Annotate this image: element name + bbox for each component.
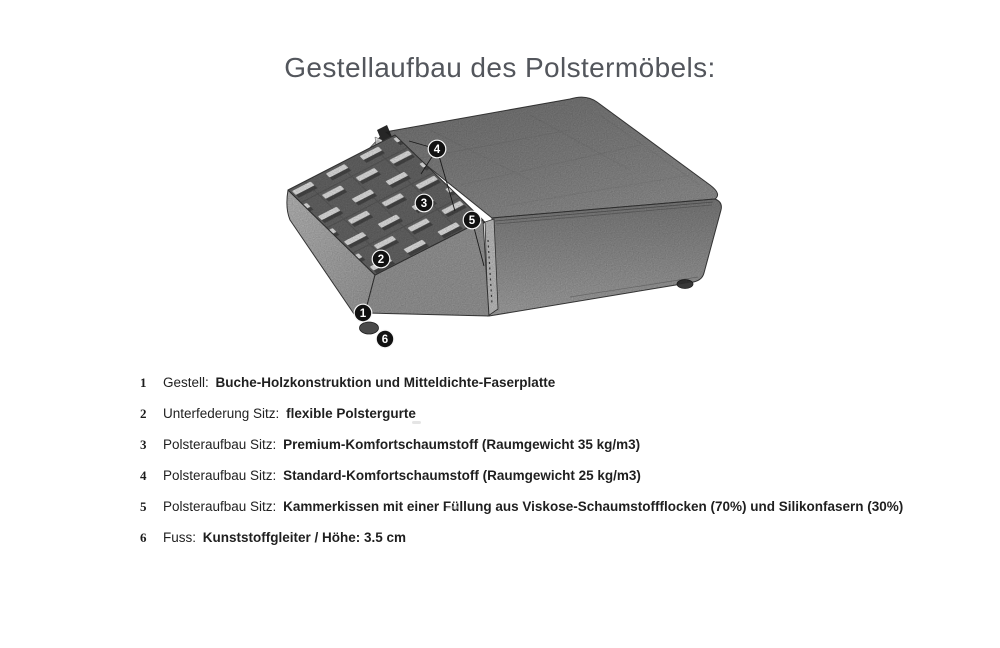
legend-item-4 bbox=[140, 467, 930, 484]
legend-item-number: 2 bbox=[140, 406, 147, 421]
legend-item-text bbox=[163, 529, 913, 546]
page-title: Gestellaufbau des Polstermöbels: bbox=[284, 52, 716, 83]
legend-item-value: Kunststoffgleiter / Höhe: 3.5 cm bbox=[202, 530, 407, 545]
legend-item-3 bbox=[140, 436, 930, 453]
legend-item-value: Standard-Komfortschaumstoff (Raumgewicht 25 kg/m3) bbox=[283, 468, 641, 483]
callout-badge-3 bbox=[415, 194, 433, 212]
legend-item-label: Polsteraufbau Sitz: bbox=[163, 468, 277, 483]
scan-artifact bbox=[446, 506, 459, 509]
legend-item-number: 5 bbox=[140, 499, 147, 514]
callout-number: 1 bbox=[359, 308, 367, 320]
callout-number: 6 bbox=[381, 334, 389, 346]
callout-badge-6 bbox=[376, 330, 394, 348]
legend-item-number: 4 bbox=[140, 468, 147, 483]
legend-item-text bbox=[163, 436, 913, 453]
callout-number: 4 bbox=[433, 144, 441, 156]
callout-number: 5 bbox=[468, 215, 476, 227]
legend-item-value: Kammerkissen mit einer Füllung aus Viskose-Schaumstoffflocken (70%) und Silikonfasern (30%) bbox=[283, 499, 904, 514]
furniture-cutaway-svg bbox=[270, 90, 730, 355]
furniture-cutaway-diagram bbox=[270, 90, 730, 355]
scan-artifact bbox=[412, 421, 421, 424]
legend-item-text bbox=[163, 498, 913, 515]
legend-item-label: Unterfederung Sitz: bbox=[163, 406, 280, 421]
legend-item-text bbox=[163, 405, 913, 422]
legend-item-6 bbox=[140, 529, 930, 546]
legend-item-label: Fuss: bbox=[163, 530, 197, 545]
legend-item-text bbox=[163, 374, 913, 391]
plastic-glider-foot-left bbox=[360, 322, 379, 334]
legend-item-value: flexible Polstergurte bbox=[286, 406, 416, 421]
callout-badge-2 bbox=[372, 250, 390, 268]
callout-badge-1 bbox=[354, 304, 372, 322]
legend-item-1 bbox=[140, 374, 930, 391]
legend-item-number: 1 bbox=[140, 375, 147, 390]
paper-grain-texture bbox=[270, 90, 730, 355]
legend-item-value: Premium-Komfortschaumstoff (Raumgewicht 35 kg/m3) bbox=[283, 437, 641, 452]
construction-legend bbox=[140, 374, 930, 560]
legend-item-label: Polsteraufbau Sitz: bbox=[163, 499, 277, 514]
callout-badge-4 bbox=[428, 140, 446, 158]
callout-number: 2 bbox=[377, 254, 385, 266]
legend-item-number: 3 bbox=[140, 437, 147, 452]
callout-badge-5 bbox=[463, 211, 481, 229]
callout-number: 3 bbox=[420, 198, 428, 210]
legend-item-text bbox=[163, 467, 913, 484]
legend-item-label: Gestell: bbox=[163, 375, 209, 390]
legend-item-number: 6 bbox=[140, 530, 147, 545]
legend-item-2 bbox=[140, 405, 930, 422]
legend-item-label: Polsteraufbau Sitz: bbox=[163, 437, 277, 452]
legend-item-5 bbox=[140, 498, 930, 515]
legend-item-value: Buche-Holzkonstruktion und Mitteldichte-Faserplatte bbox=[215, 375, 556, 390]
